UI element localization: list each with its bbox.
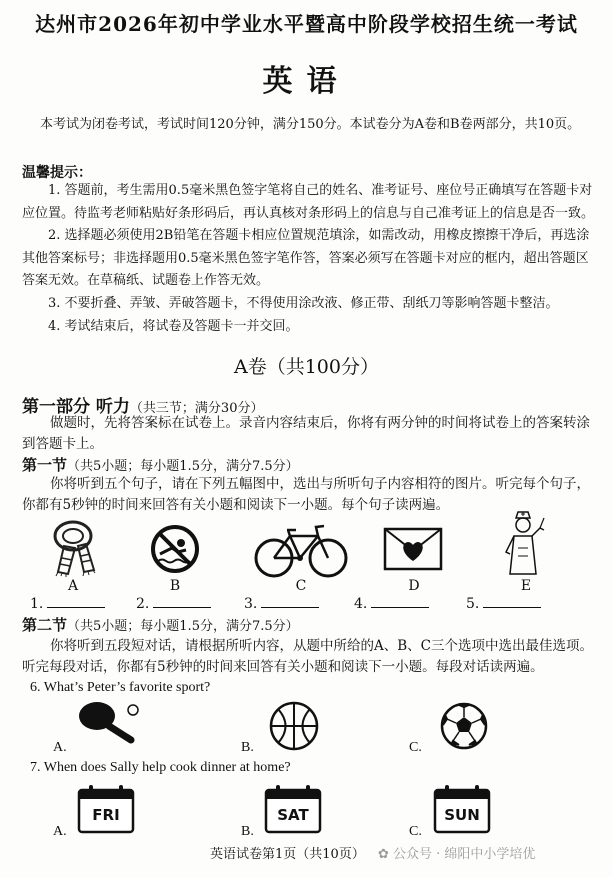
part1-title: 第一部分 听力 xyxy=(22,397,130,417)
calendar-icon xyxy=(264,784,322,838)
sec1-note: （共5小题；每小题1.5分，满分7.5分） xyxy=(67,459,299,474)
tips-title: 温馨提示： xyxy=(22,165,92,181)
page-footer: 英语试卷第1页（共10页） xyxy=(210,847,365,862)
sec2-title: 第二节 xyxy=(22,616,68,634)
soccer-ball-icon xyxy=(439,701,489,755)
sec2-note: （共5小题；每小题1.5分，满分7.5分） xyxy=(67,619,299,634)
blank-number: 2. xyxy=(136,596,150,612)
sec1-title: 第一节 xyxy=(22,456,68,474)
blank-number: 1. xyxy=(30,596,44,612)
tip-item: 3. 不要折叠、弄皱、弄破答题卡，不得使用涂改液、修正带、刮纸刀等影响答题卡整洁。 xyxy=(48,295,559,311)
nurse-icon xyxy=(500,508,546,582)
option-label[interactable]: B. xyxy=(241,740,254,755)
sec1-heading xyxy=(22,454,299,475)
watermark xyxy=(378,843,535,862)
answer-blank[interactable] xyxy=(30,596,105,612)
part1-note: （共三节；满分30分） xyxy=(129,401,264,416)
blank-number: 5. xyxy=(466,596,480,612)
option-label[interactable]: A. xyxy=(53,824,67,839)
tip-item: 2. 选择题必须使用2B铅笔在答题卡相应位置规范填涂，如需改动，用橡皮擦擦干净后，再选涂其他答案标号；非选择题用0.5毫米黑色签字笔作答，答案必须写在答题卡对应的框内，超出答题区答案无效。在草稿纸、试题卷上作答无效。 xyxy=(22,228,590,289)
part1-instruction-block xyxy=(22,413,597,455)
exam-intro: 本考试为闭卷考试，考试时间120分钟，满分150分。本试卷分为A卷和B卷两部分，共10页。 xyxy=(40,117,581,132)
section-a-heading: A卷（共100分） xyxy=(234,356,379,378)
basketball-icon xyxy=(268,700,320,756)
answer-blank[interactable] xyxy=(354,596,429,612)
option-label[interactable]: B. xyxy=(241,824,254,839)
answer-blank[interactable] xyxy=(244,596,319,612)
calendar-day: SAT xyxy=(277,806,309,824)
picture-label: C xyxy=(295,578,307,594)
question-6: 6. What’s Peter’s favorite sport? xyxy=(30,680,211,695)
tip-item: 1. 答题前，考生需用0.5毫米黑色签字笔将自己的姓名、准考证号、座位号正确填写在答题卡对应位置。待监考老师粘贴好条形码后，再认真核对条形码上的信息与自己准考证上的信息是否一致。 xyxy=(22,183,595,221)
option-label[interactable]: C. xyxy=(409,740,422,755)
calendar-icon xyxy=(433,784,491,838)
sec2-heading xyxy=(22,614,299,635)
exam-title: 达州市2026年初中学业水平暨高中阶段学校招生统一考试 xyxy=(35,12,578,36)
sec1-instruction: 你将听到五个句子，请在下列五幅图中，选出与所听句子内容相符的图片。听完每个句子，你都有5秒钟的时间来回答有关小题和阅读下一小题。每个句子读两遍。 xyxy=(22,476,590,513)
calendar-icon xyxy=(77,784,135,838)
sec2-instruction: 你将听到五段短对话，请根据所听内容，从题中所给的A、B、C三个选项中选出最佳选项。听完每段对话，你都有5秒钟的时间来回答有关小题和阅读下一小题。每段对话读两遍。 xyxy=(22,638,593,675)
watermark-text: 公众号 · 绵阳中小学培优 xyxy=(393,847,536,862)
picture-label: E xyxy=(520,578,532,594)
blank-number: 4. xyxy=(354,596,368,612)
calendar-day: FRI xyxy=(92,806,120,824)
blank-number: 3. xyxy=(244,596,258,612)
ping-pong-icon xyxy=(75,700,145,750)
tip-item: 4. 考试结束后，将试卷及答题卡一并交回。 xyxy=(48,318,299,334)
tips-list xyxy=(22,180,597,338)
envelope-heart-icon xyxy=(383,527,443,575)
bicycle-icon xyxy=(254,522,348,582)
answer-blank[interactable] xyxy=(136,596,211,612)
question-7: 7. When does Sally help cook dinner at home? xyxy=(30,760,291,775)
option-label[interactable]: C. xyxy=(409,824,422,839)
answer-blank[interactable] xyxy=(466,596,541,612)
picture-label: B xyxy=(169,578,181,594)
subject-title: 英语 xyxy=(262,64,351,99)
sec2-instruction-block xyxy=(22,636,597,678)
picture-label: A xyxy=(67,578,79,594)
calendar-day: SUN xyxy=(444,806,480,824)
scarf-icon xyxy=(48,518,98,580)
wechat-icon: ✿ xyxy=(378,847,394,862)
option-label[interactable]: A. xyxy=(53,740,67,755)
no-swimming-icon xyxy=(150,524,200,578)
part1-instruction: 做题时，先将答案标在试卷上。录音内容结束后，你将有两分钟的时间将试卷上的答案转涂到答题卡上。 xyxy=(22,415,590,452)
picture-label: D xyxy=(408,578,420,594)
